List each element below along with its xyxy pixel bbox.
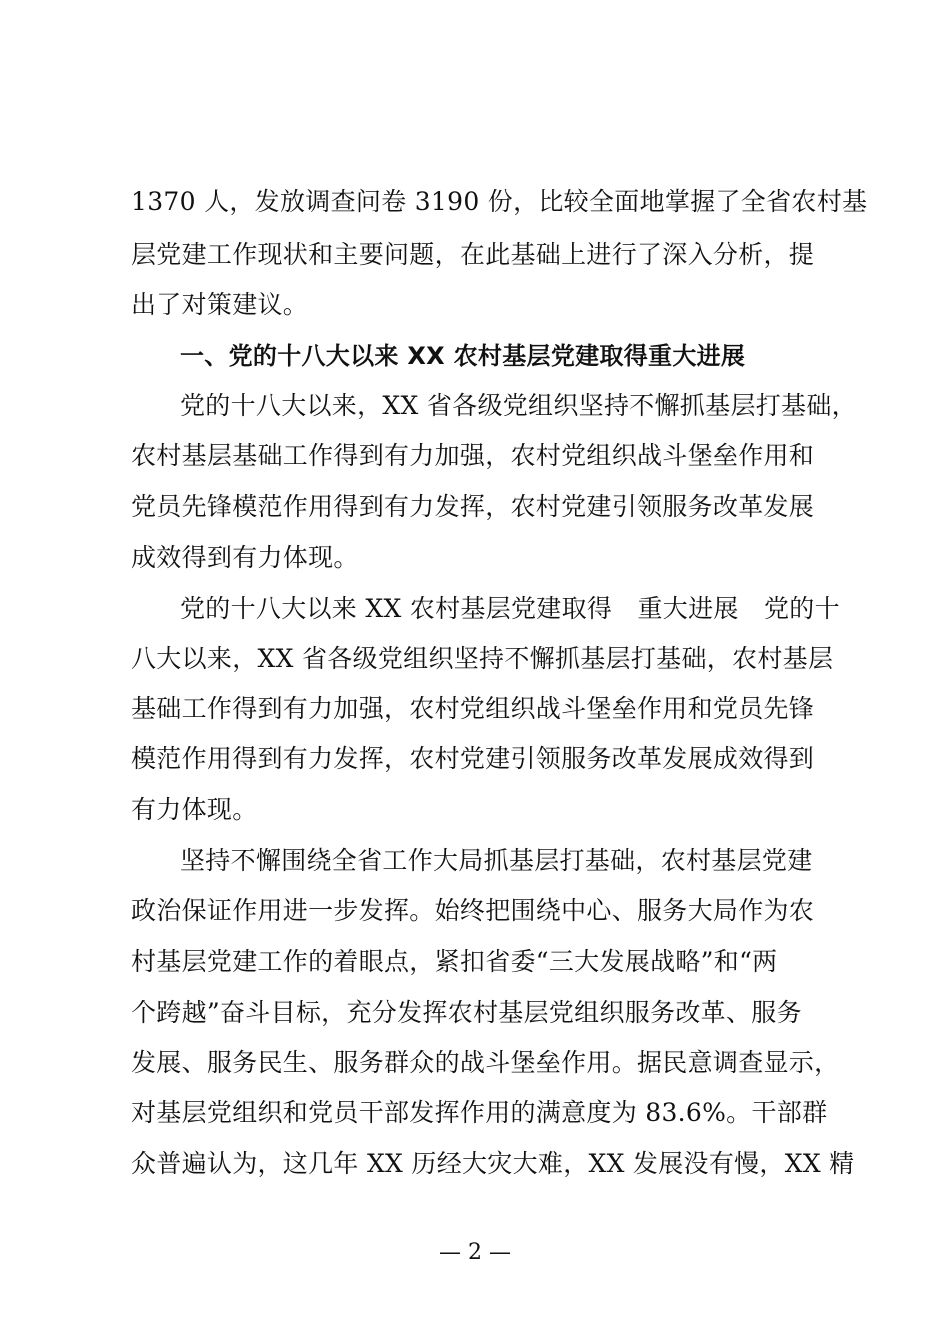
paragraph-line: 八大以来，XX 省各级党组织坚持不懈抓基层打基础，农村基层 [131, 644, 834, 673]
paragraph-line: 1370 人，发放调查问卷 3190 份，比较全面地掌握了全省农村基 [131, 187, 868, 216]
paragraph-line: 对基层党组织和党员干部发挥作用的满意度为 83.6%。干部群 [131, 1098, 828, 1127]
section-heading: 一、党的十八大以来 XX 农村基层党建取得重大进展 [180, 342, 746, 370]
paragraph-line: 个跨越”奋斗目标，充分发挥农村基层党组织服务改革、服务 [131, 998, 802, 1027]
paragraph-line: 众普遍认为，这几年 XX 历经大灾大难，XX 发展没有慢，XX 精 [131, 1149, 855, 1178]
paragraph-line: 成效得到有力体现。 [131, 543, 359, 572]
paragraph-line: 坚持不懈围绕全省工作大局抓基层打基础，农村基层党建 [180, 846, 813, 875]
paragraph-line: 政治保证作用进一步发挥。始终把围绕中心、服务大局作为农 [131, 896, 815, 925]
paragraph-line: 出了对策建议。 [131, 290, 309, 319]
paragraph-line: 党员先锋模范作用得到有力发挥，农村党建引领服务改革发展 [131, 492, 815, 521]
paragraph-line: 党的十八大以来 XX 农村基层党建取得 重大进展 党的十 [180, 594, 840, 623]
paragraph-line: 村基层党建工作的着眼点，紧扣省委“三大发展战略”和“两 [131, 947, 778, 976]
paragraph-line: 层党建工作现状和主要问题，在此基础上进行了深入分析，提 [131, 240, 815, 269]
paragraph-line: 有力体现。 [131, 795, 258, 824]
paragraph-line: 发展、服务民生、服务群众的战斗堡垒作用。据民意调查显示， [131, 1048, 840, 1077]
paragraph-line: 基础工作得到有力加强，农村党组织战斗堡垒作用和党员先锋 [131, 694, 815, 723]
paragraph-line: 模范作用得到有力发挥，农村党建引领服务改革发展成效得到 [131, 744, 815, 773]
page-number: — 2 — [439, 1240, 511, 1265]
paragraph-line: 党的十八大以来，XX 省各级党组织坚持不懈抓基层打基础， [180, 391, 857, 420]
paragraph-line: 农村基层基础工作得到有力加强，农村党组织战斗堡垒作用和 [131, 441, 815, 470]
